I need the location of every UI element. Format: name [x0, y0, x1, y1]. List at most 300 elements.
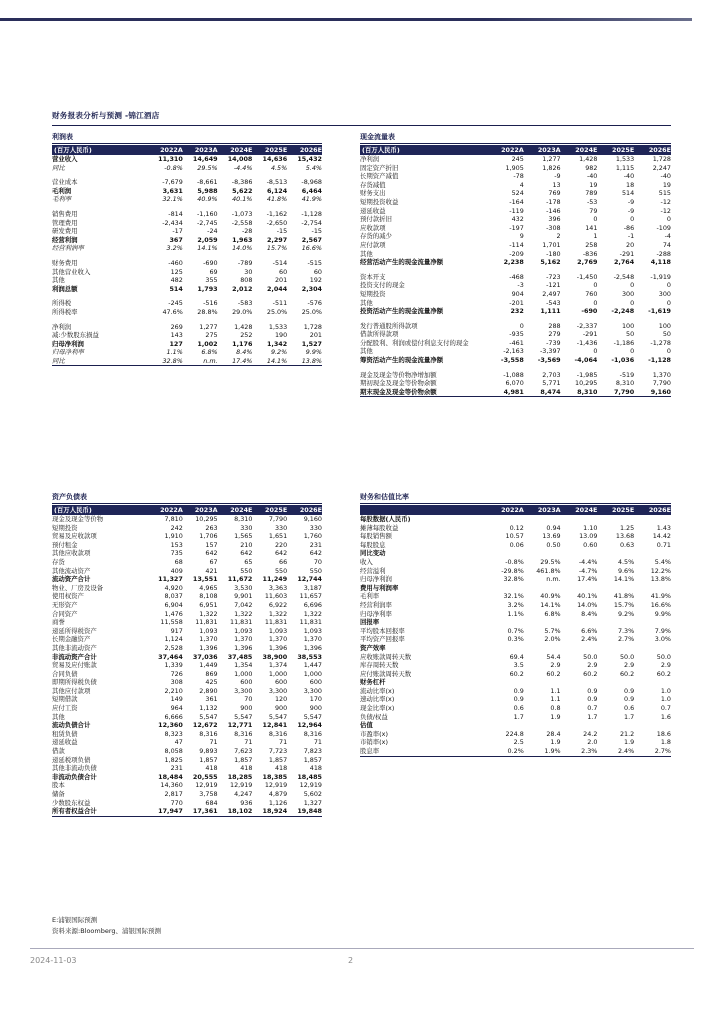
- balance-row-label: 贸易及应收款项: [52, 532, 97, 541]
- ratios-cell: 13.8%: [650, 575, 671, 584]
- cashflow-cell: 2,247: [652, 163, 671, 172]
- cashflow-row: [360, 224, 671, 233]
- cashflow-cell: 8,310: [577, 387, 598, 396]
- ratios-cell: 1.9: [550, 738, 561, 747]
- income-cell: 32.8%: [162, 356, 183, 365]
- income-year-header: 2023A: [183, 145, 218, 155]
- balance-cell: 38,900: [262, 652, 288, 661]
- income-cell: -583: [237, 299, 253, 308]
- cashflow-row-label: 发行普通股所得款项: [360, 321, 418, 330]
- ratios-row: [360, 661, 671, 670]
- balance-row: [52, 790, 322, 799]
- balance-title: 资产负债表: [52, 493, 87, 501]
- balance-cell: 600: [240, 678, 253, 687]
- ratios-cell: [487, 618, 524, 627]
- cashflow-row-label: 投资活动产生的现金流量净额: [360, 307, 444, 316]
- ratios-cell: 6.8%: [544, 609, 561, 618]
- balance-cell: 1,354: [234, 661, 253, 670]
- balance-cell: 14,360: [160, 781, 183, 790]
- ratios-cell: 50.0: [656, 652, 671, 661]
- cashflow-row-label: 应收款项: [360, 223, 386, 232]
- income-cell: 1,277: [199, 322, 218, 331]
- ratios-cell: 14.1%: [540, 600, 561, 609]
- income-cell: 201: [274, 276, 288, 285]
- ratios-cell: [524, 678, 561, 687]
- income-row-label: 管理费用: [52, 218, 78, 227]
- cashflow-row-label: 长期资产减值: [360, 172, 399, 181]
- cashflow-cell: 0: [593, 281, 598, 290]
- cashflow-cell: -291: [582, 330, 598, 339]
- cashflow-cell: -40: [586, 172, 598, 181]
- balance-cell: 900: [274, 704, 288, 713]
- cashflow-cell: 0: [666, 347, 671, 356]
- ratios-year-header: 2022A: [487, 505, 524, 515]
- balance-cell: 642: [240, 549, 253, 558]
- balance-cell: 642: [205, 549, 218, 558]
- cashflow-panel: [360, 131, 671, 397]
- cashflow-row: [360, 241, 671, 250]
- income-cell: 60: [279, 267, 288, 276]
- ratios-cell: [597, 549, 634, 558]
- balance-row-label: 所有者权益合计: [52, 807, 97, 816]
- balance-cell: 1,476: [164, 609, 183, 618]
- cashflow-cell: 789: [585, 189, 598, 198]
- balance-cell: 3,300: [234, 686, 253, 695]
- cashflow-cell: -109: [656, 223, 671, 232]
- balance-cell: 12,672: [192, 721, 218, 730]
- balance-cell: 1,322: [268, 609, 288, 618]
- cashflow-cell: 245: [511, 155, 524, 163]
- ratios-cell: 1.7: [513, 712, 524, 721]
- footer-rule: [30, 948, 694, 949]
- balance-cell: 1,093: [268, 626, 288, 635]
- cashflow-cell: 9: [519, 232, 524, 241]
- cashflow-cell: 13: [552, 180, 561, 189]
- ratios-row: [360, 644, 671, 653]
- cashflow-row-label: 现金及现金等价物净增加额: [360, 370, 437, 379]
- income-cell: 1,728: [303, 322, 322, 331]
- balance-cell: 3,187: [303, 583, 322, 592]
- income-row-label: 毛利润: [52, 186, 72, 195]
- ratios-row: [360, 747, 671, 756]
- ratios-cell: 0.7: [587, 704, 598, 713]
- income-row: [52, 219, 322, 228]
- ratios-cell: 1.0: [660, 686, 671, 695]
- income-cell: -460: [168, 258, 183, 267]
- cashflow-cell: 2: [556, 232, 561, 241]
- balance-row: [52, 678, 322, 687]
- ratios-cell: [487, 644, 524, 653]
- balance-cell: 231: [309, 540, 322, 549]
- balance-cell: 13,551: [192, 575, 218, 584]
- cashflow-row-label: 存货的减少: [360, 232, 392, 241]
- income-cell: 40.9%: [197, 195, 218, 204]
- income-bottom-rule: [52, 365, 322, 366]
- ratios-row: [360, 713, 671, 722]
- income-cell: 6.8%: [201, 348, 218, 357]
- balance-cell: 120: [274, 695, 288, 704]
- cashflow-row: [360, 371, 671, 380]
- income-row-label: 经营利润: [52, 235, 78, 244]
- balance-row: [52, 756, 322, 765]
- balance-cell: 7,790: [268, 515, 288, 523]
- balance-cell: 1,396: [199, 643, 218, 652]
- income-row: [52, 155, 322, 164]
- income-cell: 5,622: [232, 186, 253, 195]
- ratios-cell: [597, 721, 634, 730]
- ratios-cell: 50.0: [583, 652, 598, 661]
- income-cell: 16.6%: [301, 244, 322, 253]
- balance-row: [52, 635, 322, 644]
- ratios-row: [360, 704, 671, 713]
- cashflow-row-label: 短期投资收益: [360, 197, 399, 206]
- report-date: 2024-11-03: [30, 956, 77, 965]
- cashflow-cell: 79: [589, 206, 598, 215]
- ratios-cell: 1.1: [550, 695, 561, 704]
- income-cell: -8,661: [196, 178, 218, 187]
- balance-row: [52, 670, 322, 679]
- income-row-label: 减:少数股东损益: [52, 331, 99, 340]
- cashflow-cell: 8,474: [540, 387, 561, 396]
- income-cell: -2,650: [266, 218, 288, 227]
- ratios-cell: 1.9: [624, 738, 635, 747]
- ratios-year-header: 2024E: [561, 505, 598, 515]
- cashflow-header-row: [360, 145, 671, 155]
- cashflow-cell: -180: [546, 249, 561, 258]
- cashflow-cell: -739: [546, 338, 561, 347]
- cashflow-cell: -2,248: [611, 307, 635, 316]
- balance-cell: 2,210: [164, 686, 183, 695]
- ratios-row: [360, 730, 671, 739]
- balance-row-label: 其他流动资产: [52, 566, 91, 575]
- balance-cell: 917: [170, 626, 183, 635]
- balance-row: [52, 773, 322, 782]
- balance-cell: 7,042: [234, 600, 253, 609]
- balance-cell: 37,485: [227, 652, 253, 661]
- balance-cell: 17,947: [158, 807, 183, 816]
- cashflow-cell: 5,771: [542, 379, 561, 388]
- balance-cell: 642: [274, 549, 288, 558]
- cashflow-row: [360, 388, 671, 397]
- balance-cell: 12,744: [297, 575, 322, 584]
- income-cell: 11,310: [158, 155, 183, 163]
- income-row: [52, 357, 322, 366]
- income-cell: 13.8%: [301, 356, 322, 365]
- ratios-cell: 0.63: [619, 540, 635, 549]
- cashflow-cell: -4,064: [574, 356, 598, 365]
- cashflow-cell: 18: [626, 180, 635, 189]
- ratios-row-label: 应付账款周转天数: [360, 669, 412, 678]
- cashflow-cell: -1,036: [611, 356, 635, 365]
- balance-row: [52, 661, 322, 670]
- cashflow-cell: 258: [585, 240, 598, 249]
- cashflow-unit: (百万人民币): [360, 145, 487, 155]
- income-title: 利润表: [52, 133, 73, 141]
- ratios-row: [360, 695, 671, 704]
- cashflow-cell: 100: [658, 321, 671, 330]
- balance-row-label: 预付租金: [52, 540, 78, 549]
- income-cell: 367: [169, 235, 183, 244]
- cashflow-cell: -461: [509, 338, 524, 347]
- balance-cell: 9,160: [303, 515, 322, 523]
- income-cell: 14,008: [227, 155, 253, 163]
- ratios-cell: 60.2: [546, 669, 561, 678]
- income-cell: 4.5%: [270, 163, 288, 172]
- ratios-cell: 1.9%: [544, 747, 561, 756]
- ratios-cell: [524, 549, 561, 558]
- balance-row-label: 递延收益: [52, 738, 78, 747]
- ratios-row: [360, 670, 671, 679]
- cashflow-cell: 0: [630, 298, 635, 307]
- balance-row: [52, 541, 322, 550]
- balance-cell: 12,964: [297, 721, 322, 730]
- balance-cell: 11,249: [262, 575, 288, 584]
- balance-cell: 418: [240, 764, 253, 773]
- ratios-cell: 60.2: [656, 669, 671, 678]
- balance-cell: 17,361: [192, 807, 218, 816]
- balance-row-label: 其他: [52, 712, 65, 721]
- cashflow-cell: 0: [666, 215, 671, 224]
- cashflow-row: [360, 273, 671, 282]
- income-cell: 252: [240, 331, 253, 340]
- balance-cell: 47: [174, 738, 183, 747]
- cashflow-cell: -519: [619, 370, 635, 379]
- balance-cell: 5,547: [199, 712, 218, 721]
- ratios-year-header: 2025E: [597, 505, 634, 515]
- balance-cell: 1,857: [199, 755, 218, 764]
- balance-cell: 1,126: [268, 798, 288, 807]
- ratios-row-label: 现金比率(x): [360, 704, 395, 713]
- cashflow-cell: 1,115: [615, 163, 635, 172]
- cashflow-cell: 50: [662, 330, 671, 339]
- ratios-cell: 40.9%: [540, 592, 561, 601]
- income-cell: 1.1%: [166, 348, 183, 357]
- balance-row-label: 现金及现金等价物: [52, 515, 104, 523]
- income-cell: 29.5%: [197, 163, 218, 172]
- ratios-row-label: 股息率: [360, 747, 380, 756]
- ratios-cell: [597, 515, 634, 524]
- balance-cell: 18,102: [227, 807, 253, 816]
- cashflow-row: [360, 215, 671, 224]
- ratios-cell: 2.0: [587, 738, 598, 747]
- ratios-cell: [487, 584, 524, 593]
- cashflow-cell: 141: [585, 223, 598, 232]
- balance-row: [52, 601, 322, 610]
- income-year-header: 2022A: [148, 145, 183, 155]
- cashflow-cell: -690: [581, 307, 598, 316]
- balance-cell: 1,857: [303, 755, 322, 764]
- cashflow-row-label: 其他: [360, 249, 373, 258]
- cashflow-cell: -1,278: [650, 338, 671, 347]
- ratios-cell: 3.5: [513, 661, 524, 670]
- cashflow-cell: -9: [554, 172, 561, 181]
- cashflow-title: 现金流量表: [360, 133, 395, 141]
- balance-cell: 1,910: [164, 532, 183, 541]
- ratios-cell: [487, 678, 524, 687]
- ratios-cell: 69.4: [509, 652, 524, 661]
- ratios-cell: 0.06: [509, 540, 524, 549]
- balance-cell: 642: [309, 549, 322, 558]
- ratios-cell: [561, 584, 598, 593]
- balance-cell: 1,000: [234, 669, 253, 678]
- balance-row: [52, 549, 322, 558]
- ratios-title: 财务和估值比率: [360, 493, 409, 501]
- income-cell: -2,558: [231, 218, 253, 227]
- balance-year-header: 2023A: [183, 505, 218, 515]
- balance-cell: 418: [274, 764, 288, 773]
- ratios-row-label: 每股股息: [360, 540, 386, 549]
- cashflow-cell: -2,163: [503, 347, 524, 356]
- ratios-row-label: 经营利润率: [360, 600, 392, 609]
- balance-cell: 684: [205, 798, 218, 807]
- balance-cell: 71: [313, 738, 322, 747]
- cashflow-cell: 2,238: [503, 258, 524, 267]
- balance-row-label: 即期所得税负债: [52, 678, 97, 687]
- ratios-cell: 5.4%: [654, 557, 671, 566]
- income-cell: -0.8%: [164, 163, 183, 172]
- balance-row: [52, 799, 322, 808]
- ratios-cell: 461.8%: [536, 566, 561, 575]
- balance-row-label: 使用权资产: [52, 592, 84, 601]
- ratios-cell: 1.1: [550, 686, 561, 695]
- cashflow-row-label: 资本开支: [360, 272, 386, 281]
- ratios-cell: 5.7%: [544, 626, 561, 635]
- ratios-cell: [597, 644, 634, 653]
- balance-cell: 12,841: [262, 721, 288, 730]
- ratios-cell: 2.9: [587, 661, 598, 670]
- balance-row-label: 物业、厂房及设备: [52, 583, 104, 592]
- balance-cell: 70: [313, 557, 322, 566]
- income-cell: 25.0%: [266, 307, 288, 316]
- income-unit: (百万人民币): [52, 145, 148, 155]
- ratios-cell: 2.7%: [654, 747, 671, 756]
- balance-row-label: 应付工资: [52, 704, 78, 713]
- income-row-label: 营业成本: [52, 178, 78, 187]
- balance-cell: 1,093: [303, 626, 322, 635]
- balance-cell: 418: [205, 764, 218, 773]
- income-cell: 127: [169, 339, 183, 348]
- income-cell: 1,342: [266, 339, 288, 348]
- ratios-row-label: 归母净利率: [360, 609, 392, 618]
- ratios-cell: -4.7%: [578, 566, 598, 575]
- income-cell: -15: [276, 227, 288, 236]
- balance-cell: 770: [170, 798, 183, 807]
- ratios-cell: 13.09: [579, 532, 598, 541]
- header-rule: [52, 125, 671, 126]
- cashflow-cell: -543: [546, 298, 561, 307]
- balance-cell: 1,322: [199, 609, 218, 618]
- cashflow-cell: 0: [666, 298, 671, 307]
- balance-panel: [52, 491, 322, 817]
- cashflow-cell: -3: [517, 281, 524, 290]
- cashflow-year-header: 2024E: [561, 145, 598, 155]
- balance-row-label: 其他应付款项: [52, 686, 91, 695]
- cashflow-cell: -291: [619, 249, 635, 258]
- balance-cell: 231: [170, 764, 183, 773]
- ratios-row-label: 市销率(x): [360, 738, 388, 747]
- balance-cell: 242: [170, 523, 183, 532]
- cashflow-cell: 20: [626, 240, 635, 249]
- income-row: [52, 276, 322, 285]
- ratios-cell: 2.4%: [617, 747, 635, 756]
- income-row-label: 财务费用: [52, 258, 78, 267]
- income-cell: 25.0%: [301, 307, 322, 316]
- ratios-row-label: 速动比率(x): [360, 695, 395, 704]
- cashflow-cell: 6,070: [505, 379, 524, 388]
- balance-row: [52, 584, 322, 593]
- income-year-header: 2026E: [287, 145, 322, 155]
- balance-cell: 726: [170, 669, 183, 678]
- balance-cell: 1,651: [268, 532, 288, 541]
- cashflow-cell: 1: [593, 232, 598, 241]
- balance-row: [52, 713, 322, 722]
- income-row: [52, 187, 322, 196]
- cashflow-cell: -1,128: [648, 356, 671, 365]
- cashflow-cell: -3,569: [537, 356, 561, 365]
- income-cell: -2,434: [162, 218, 183, 227]
- balance-cell: 5,547: [268, 712, 288, 721]
- cashflow-cell: -1,985: [576, 370, 598, 379]
- balance-cell: 3,530: [234, 583, 253, 592]
- balance-row-label: 合同负债: [52, 669, 78, 678]
- cashflow-cell: 1,428: [579, 155, 598, 163]
- ratios-row-label: 应收账款周转天数: [360, 652, 412, 661]
- cashflow-cell: 74: [662, 240, 671, 249]
- ratios-cell: -29.8%: [501, 566, 524, 575]
- balance-cell: 157: [205, 540, 218, 549]
- ratios-cell: 1.10: [583, 523, 598, 532]
- balance-cell: 1,825: [164, 755, 183, 764]
- balance-row: [52, 781, 322, 790]
- cashflow-cell: 432: [511, 215, 524, 224]
- income-row-label: 利润总额: [52, 284, 78, 293]
- balance-row-label: 非流动负债合计: [52, 772, 97, 781]
- income-cell: 14,636: [262, 155, 288, 163]
- balance-cell: 11,558: [160, 618, 183, 627]
- cashflow-cell: 4,118: [650, 258, 671, 267]
- ratios-row: [360, 567, 671, 576]
- cashflow-cell: 0: [666, 281, 671, 290]
- ratios-cell: 13.68: [615, 532, 635, 541]
- income-cell: -1,073: [231, 209, 253, 218]
- ratios-row: [360, 575, 671, 584]
- income-row-label: 归母净利率: [52, 348, 84, 357]
- ratios-header-row: [360, 505, 671, 515]
- cashflow-cell: 100: [621, 321, 635, 330]
- income-cell: -515: [307, 258, 322, 267]
- ratios-row-label: 归母净利润: [360, 575, 392, 584]
- cashflow-row: [360, 258, 671, 267]
- balance-row-label: 流动负债合计: [52, 721, 91, 730]
- balance-row-label: 非流动资产合计: [52, 652, 97, 661]
- cashflow-cell: -114: [509, 240, 524, 249]
- income-cell: 40.1%: [232, 195, 253, 204]
- balance-cell: 6,696: [303, 600, 322, 609]
- cashflow-row-label: 分配股利、利润或偿付利息支付的现金: [360, 338, 469, 347]
- ratios-cell: 1.9: [550, 712, 561, 721]
- cashflow-year-header: 2026E: [634, 145, 671, 155]
- balance-cell: 418: [309, 764, 322, 773]
- cashflow-cell: -9: [627, 197, 635, 206]
- balance-cell: 71: [209, 738, 218, 747]
- ratios-row: [360, 515, 671, 524]
- cashflow-row: [360, 379, 671, 388]
- cashflow-row-label: 期初现金及现金等价物余额: [360, 379, 437, 388]
- ratios-cell: 0.6: [624, 704, 635, 713]
- cashflow-row: [360, 207, 671, 216]
- balance-row-label: 商誉: [52, 618, 65, 627]
- ratios-cell: 15.7%: [613, 600, 635, 609]
